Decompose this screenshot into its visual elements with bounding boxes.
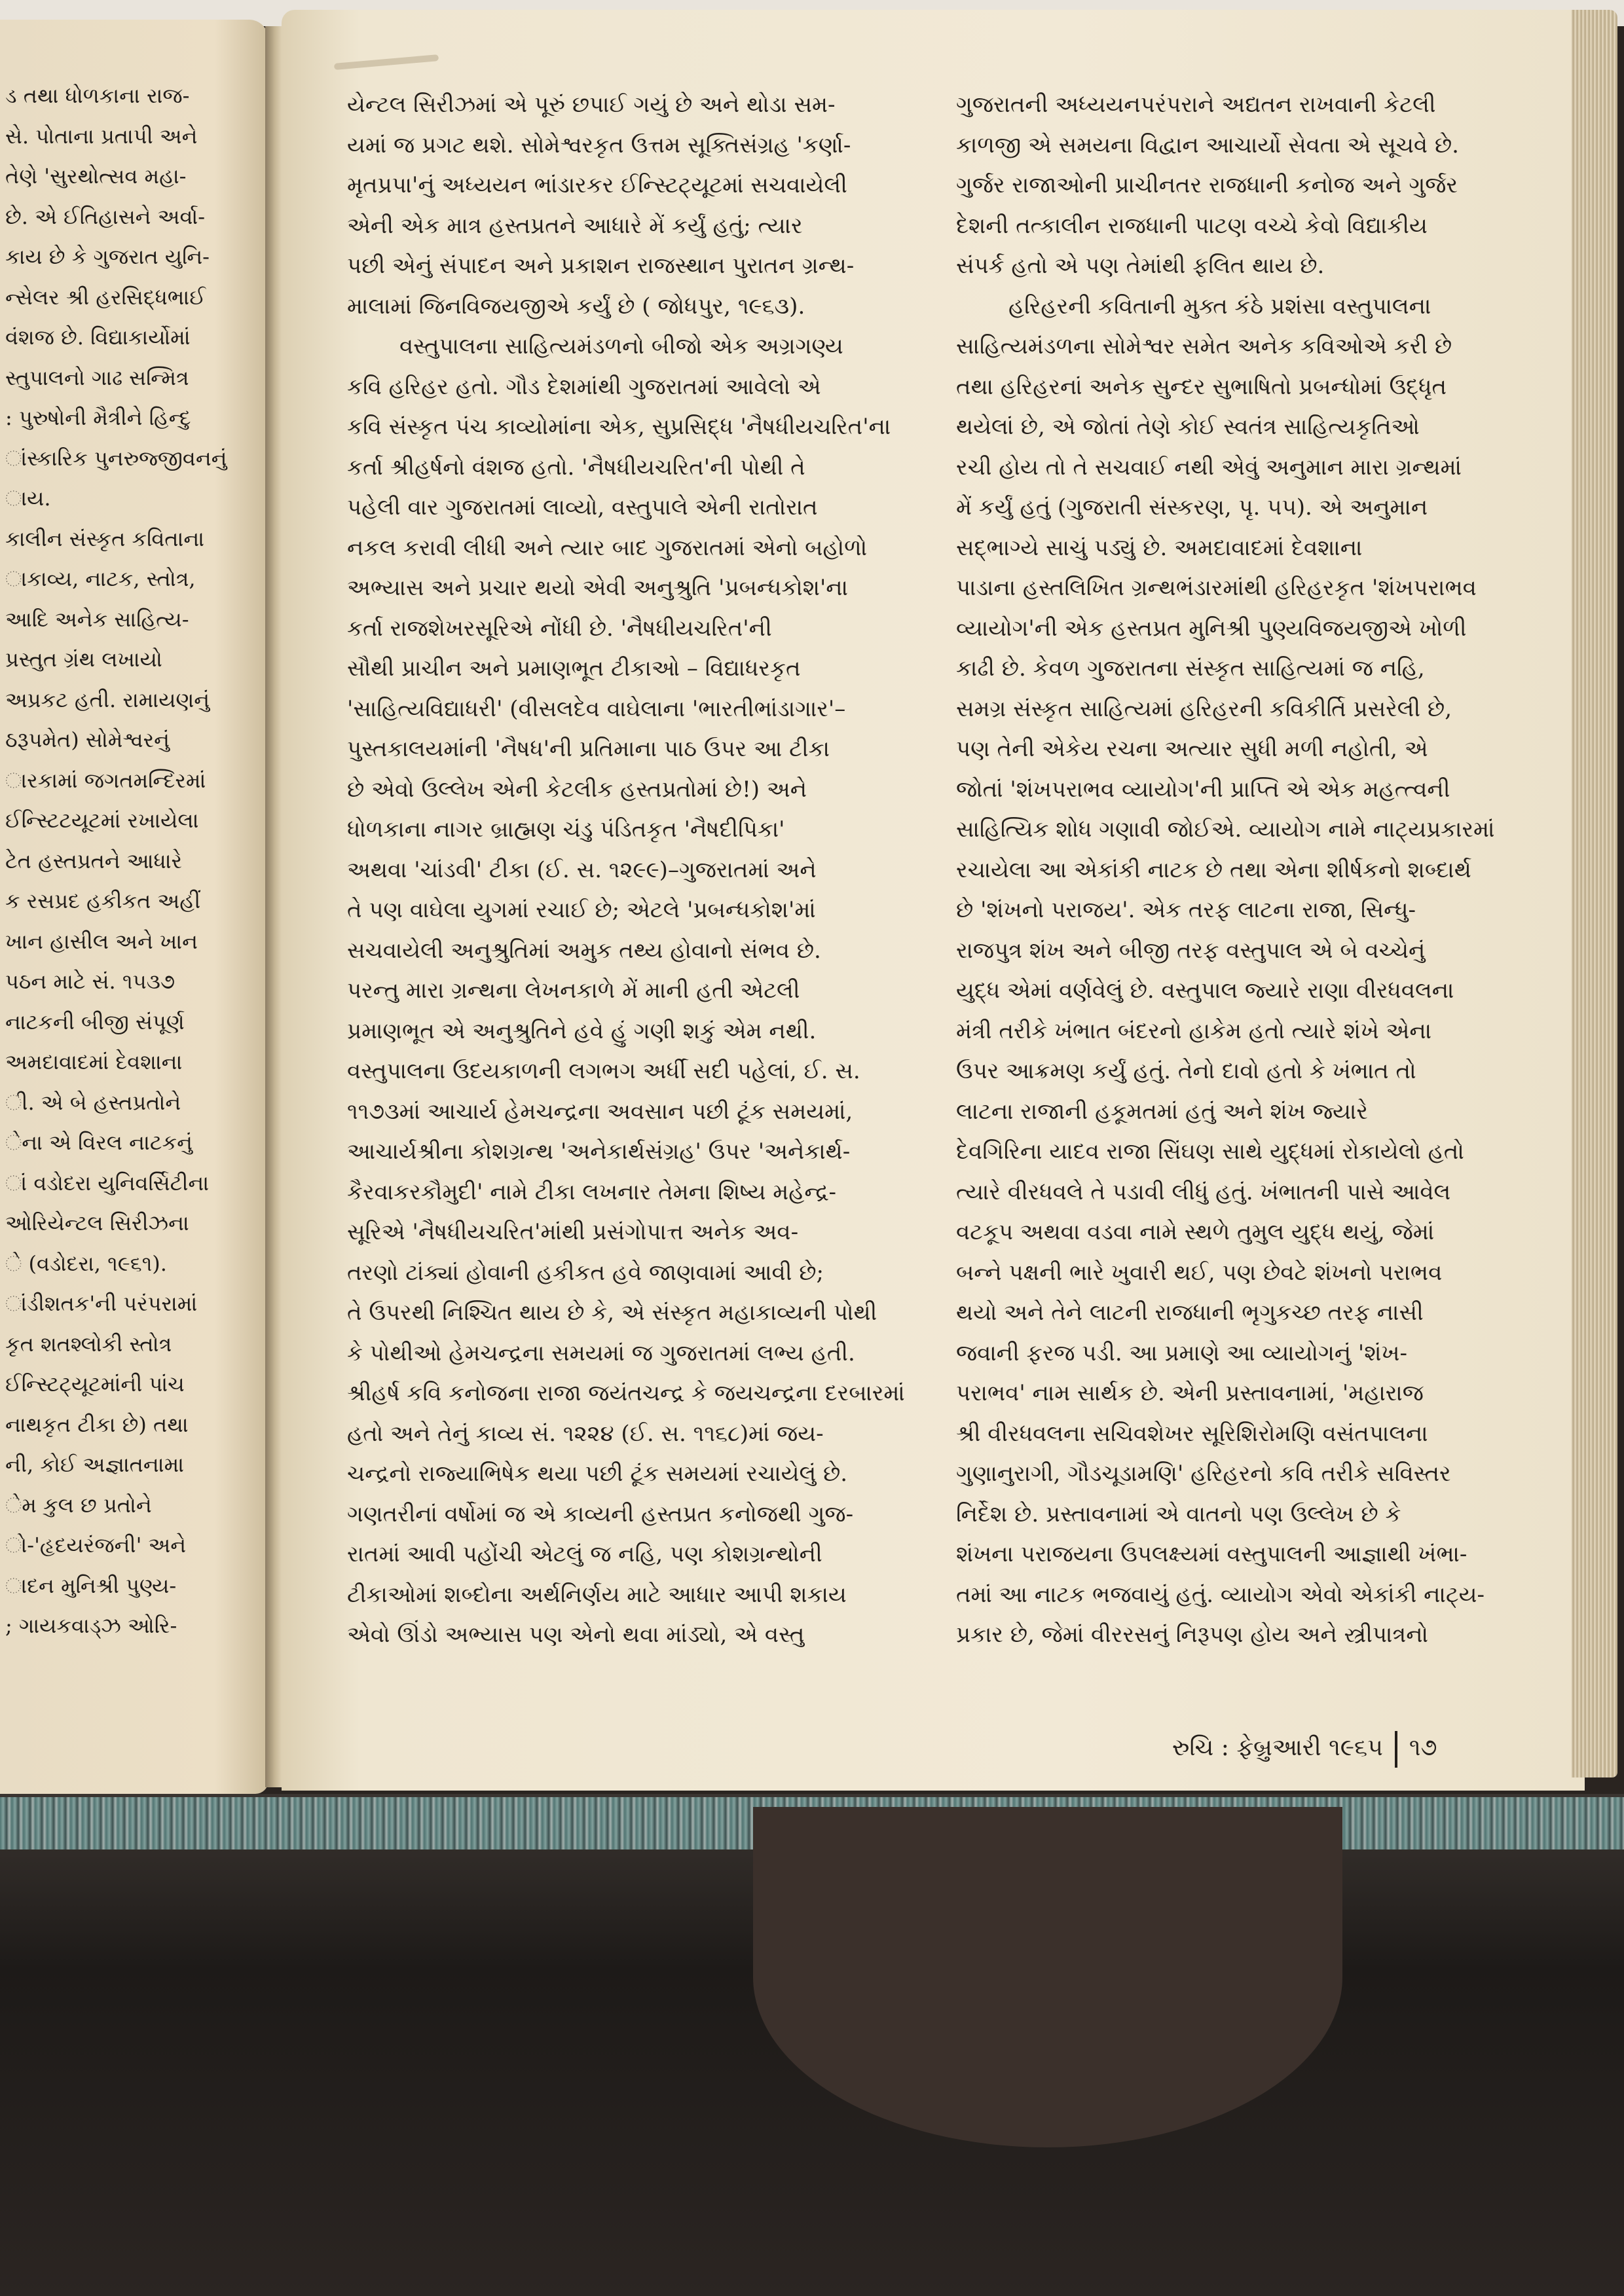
text-line: લાટના રાજાની હકૂમતમાં હતું અને શંખ જ્યારે [956,1098,1368,1125]
text-line: હરિહરની કવિતાની મુક્ત કંઠે પ્રશંસા વસ્તુપાલના [1008,293,1431,319]
left-page [0,20,268,1794]
text-line: નિર્દેશ છે. પ્રસ્તાવનામાં એ વાતનો પણ ઉલ્લેખ છે કે [956,1501,1401,1527]
text-line: ગુજરાતની અધ્યયનપરંપરાને અદ્યતન રાખવાની કેટલી [956,92,1436,118]
page-edges [1572,10,1617,1777]
text-line: સાહિત્યમંડળના સોમેશ્વર સમેત અનેક કવિઓએ કરી છે [956,333,1452,359]
left-page-line: વંશજ છે. વિદ્યાકાર્યોમાં [5,325,191,350]
left-page-line: ી. એ બે હસ્તપ્રતોને [5,1089,181,1115]
text-line: તથા હરિહરનાં અનેક સુન્દર સુભાષિતો પ્રબન્ધોમાં ઉદ્ધૃત [956,373,1447,400]
text-line: મેં કર્યું હતું (ગુજરાતી સંસ્કરણ, પૃ. ૫૫). એ અનુમાન [956,494,1428,520]
text-line: અથવા 'ચાંડવી' ટીકા (ઈ. સ. ૧૨૯૯)–ગુજરાતમાં અને [347,856,817,883]
text-line: દેવગિરિના યાદવ રાજા સિંઘણ સાથે યુદ્ધમાં રોકાયેલો હતો [956,1139,1464,1165]
text-line: ટીકાઓમાં શબ્દોના અર્થનિર્ણય માટે આધાર આપી શકાય [347,1581,847,1608]
left-page-line: ઈન્સ્ટિટયૂટમાં રખાયેલા [5,808,199,833]
left-page-line: નાટકની બીજી સંપૂર્ણ [5,1009,185,1034]
text-line: કવિ સંસ્કૃત પંચ કાવ્યોમાંના એક, સુપ્રસિદ્ધ 'નૈષધીયચરિત'ના [347,414,891,440]
text-line: હતો અને તેનું કાવ્ય સં. ૧૨૨૪ (ઈ. સ. ૧૧૬૮)માં જય- [347,1420,824,1447]
text-line: 'સાહિત્યવિદ્યાધરી' (વીસલદેવ વાઘેલાના 'ભારતીભાંડાગાર'– [347,695,846,722]
left-page-line: ટેત હસ્તપ્રતને આધારે [5,848,183,873]
left-page-line: અમદાવાદમાં દેવશાના [5,1049,183,1074]
text-line: શ્રી વીરધવલના સચિવશેખર સૂરિશિરોમણિ વસંતપાલના [956,1420,1428,1447]
text-line: સદ્ભાગ્યે સાચું પડ્યું છે. અમદાવાદમાં દેવશાના [956,534,1363,561]
left-page-line: ાંડીશતક'ની પરંપરામાં [5,1291,198,1316]
text-line: ત્યારે વીરધવલે તે પડાવી લીધું હતું. ખંભાતની પાસે આવેલ [956,1178,1451,1205]
text-line: વ્યાયોગ'ની એક હસ્તપ્રત મુનિશ્રી પુણ્યવિજયજીએ ખોળી [956,615,1467,642]
text-line: કવિ હરિહર હતો. ગૌડ દેશમાંથી ગુજરાતમાં આવેલો એ [347,373,821,400]
left-page-line: ઠરૂપમેત) સોમેશ્વરનું [5,727,170,752]
left-page-line: ેના એ વિરલ નાટકનું [5,1130,193,1155]
text-line: નકલ કરાવી લીધી અને ત્યાર બાદ ગુજરાતમાં એનો બહોળો [347,534,868,561]
text-line: વટકૂપ અથવા વડવા નામે સ્થળે તુમુલ યુદ્ધ થયું, જેમાં [956,1219,1435,1245]
text-line: કે પોથીઓ હેમચન્દ્રના સમયમાં જ ગુજરાતમાં લભ્ય હતી. [347,1339,855,1366]
text-line: સચવાયેલી અનુશ્રુતિમાં અમુક તથ્ય હોવાનો સંભવ છે. [347,937,821,964]
text-line: પ્રમાણભૂત એ અનુશ્રુતિને હવે હું ગણી શકું એમ નથી. [347,1017,817,1044]
text-line: ધોળકાના નાગર બ્રાહ્મણ ચંડુ પંડિતકૃત 'નૈષદીપિકા' [347,816,785,843]
page-number: ૧૭ [1409,1734,1437,1761]
text-line: સૌથી પ્રાચીન અને પ્રમાણભૂત ટીકાઓ – વિદ્યાધરકૃત [347,655,801,682]
text-line: પરાભવ' નામ સાર્થક છે. એની પ્રસ્તાવનામાં, 'મહારાજ [956,1380,1424,1406]
left-page-line: ની, કોઈ અજ્ઞાતનામા [5,1452,185,1477]
text-line: તમાં આ નાટક ભજવાયું હતું. વ્યાયોગ એવો એકાંકી નાટ્ય- [956,1581,1485,1608]
left-page-line: ાય. [5,486,51,511]
text-line: જવાની ફરજ પડી. આ પ્રમાણે આ વ્યાયોગનું 'શંખ- [956,1339,1407,1366]
text-line: યમાં જ પ્રગટ થશે. સોમેશ્વરકૃત ઉત્તમ સૂક્તિસંગ્રહ 'કર્ણા- [347,132,851,158]
left-page-line: ન્સેલર શ્રી હરસિદ્ધભાઈ [5,284,206,310]
text-line: પ્રકાર છે, જેમાં વીરરસનું નિરૂપણ હોય અને સ્ત્રીપાત્રનો [956,1622,1429,1648]
text-line: સાહિત્યિક શોધ ગણાવી જોઈએ. વ્યાયોગ નામે નાટ્યપ્રકારમાં [956,816,1495,843]
left-page-line: પઠન માટે સં. ૧૫૩૭ [5,969,175,994]
text-line: તે પણ વાઘેલા યુગમાં રચાઈ છે; એટલે 'પ્રબન્ધકોશ'માં [347,897,816,923]
text-line: દેશની તત્કાલીન રાજધાની પાટણ વચ્ચે કેવો વિદ્યાકીય [956,212,1428,239]
text-line: સૂરિએ 'નૈષધીયચરિત'માંથી પ્રસંગોપાત્ત અનેક અવ- [347,1219,799,1245]
text-line: પણ તેની એકેય રચના અત્યાર સુધી મળી નહોતી, એ [956,736,1428,762]
left-page-line: ાકાવ્ય, નાટક, સ્તોત્ર, [5,566,196,591]
text-line: કાળજી એ સમયના વિદ્વાન આચાર્યો સેવતા એ સૂચવે છે. [956,132,1459,158]
left-page-line: છે. એ ઈતિહાસને અર્વા- [5,204,206,229]
text-line: માલામાં જિનવિજયજીએ કર્યું છે ( જોધપુર, ૧૯૬૩). [347,293,805,319]
left-page-line: : પુરુષોની મૈત્રીને હિન્દુ [5,405,191,430]
left-page-line: ાં વડોદરા યુનિવર્સિટીના [5,1170,210,1195]
left-page-line: ઓરિયેન્ટલ સિરીઝના [5,1211,189,1235]
text-line: છે 'શંખનો પરાજય'. એક તરફ લાટના રાજા, સિન્ધુ- [956,897,1416,923]
text-line: શંખના પરાજયના ઉપલક્ષ્યમાં વસ્તુપાલની આજ્ઞાથી ખંભા- [956,1541,1467,1567]
left-page-line: કાય છે કે ગુજરાત યુનિ- [5,244,210,269]
text-line: ગુણાનુરાગી, ગૌડચૂડામણિ' હરિહરનો કવિ તરીકે સવિસ્તર [956,1461,1451,1487]
left-page-line: અપ્રકટ હતી. રામાયણનું [5,687,210,712]
text-line: રચી હોય તો તે સચવાઈ નથી એવું અનુમાન મારા ગ્રન્થમાં [956,454,1462,481]
text-line: કર્તા શ્રીહર્ષનો વંશજ હતો. 'નૈષધીયચરિત'ની પોથી તે [347,454,805,481]
left-page-line: ; ગાયકવાડ્ઝ ઓરિ- [5,1613,177,1638]
text-line: ૧૧૭૩માં આચાર્ય હેમચન્દ્રના અવસાન પછી ટૂંક સમયમાં, [347,1098,853,1125]
left-page-line: ડ તથા ધોળકાના રાજ- [5,83,190,108]
text-line: આચાર્યશ્રીના કોશગ્રન્થ 'અનેકાર્થસંગ્રહ' ઉપર 'અનેકાર્થ- [347,1139,851,1165]
text-line: શ્રીહર્ષ કવિ કનોજના રાજા જયંતચન્દ્ર કે જયચન્દ્રના દરબારમાં [347,1380,905,1406]
text-line: પછી એનું સંપાદન અને પ્રકાશન રાજસ્થાન પુરાતન ગ્રન્થ- [347,253,855,279]
text-line: થયેલાં છે, એ જોતાં તેણે કોઈ સ્વતંત્ર સાહિત્યકૃતિઓ [956,414,1420,440]
left-page-line: સે. પોતાના પ્રતાપી અને [5,123,198,149]
text-line: અભ્યાસ અને પ્રચાર થયો એવી અનુશ્રુતિ 'પ્રબન્ધકોશ'ના [347,575,848,601]
page-footer [1172,1728,1437,1768]
text-line: વસ્તુપાલના સાહિત્યમંડળનો બીજો એક અગ્રગણ્ય [399,333,843,359]
text-line: પુસ્તકાલયમાંની 'નૈષધ'ની પ્રતિમાના પાઠ ઉપર આ ટીકા [347,736,830,762]
text-line: છે એવો ઉલ્લેખ એની કેટલીક હસ્તપ્રતોમાં છે!) અને [347,776,807,803]
left-page-line: ખાન હાસીલ અને ખાન [5,928,198,954]
text-line: વસ્તુપાલના ઉદયકાળની લગભગ અર્ધી સદી પહેલાં, ઈ. સ. [347,1058,860,1084]
left-page-line: ેમ કુલ છ પ્રતોને [5,1492,152,1518]
footer-source: રુચિ : ફેબ્રુઆરી ૧૯૬૫ [1172,1734,1383,1761]
text-line: એવો ઊંડો અભ્યાસ પણ એનો થવા માંડ્યો, એ વસ્તુ [347,1622,805,1648]
text-line: કર્તા રાજશેખરસૂરિએ નોંધી છે. 'નૈષધીયચરિત'ની [347,615,772,642]
text-line: કૈરવાકરકૌમુદી' નામે ટીકા લખનાર તેમના શિષ્ય મહેન્દ્ર- [347,1178,837,1205]
text-line: કાઢી છે. કેવળ ગુજરાતના સંસ્કૃત સાહિત્યમાં જ નહિ, [956,655,1425,682]
left-page-line: નાથકૃત ટીકા છે) તથા [5,1412,189,1437]
text-line: પહેલી વાર ગુજરાતમાં લાવ્યો, વસ્તુપાલે એની રાતોરાત [347,494,818,520]
left-page-line: ઈન્સ્ટિટ્યૂટમાંની પાંચ [5,1372,185,1396]
left-page-line: ો-'હૃદયરંજની' અને [5,1533,187,1558]
left-page-line: પ્રસ્તુત ગ્રંથ લખાયો [5,647,162,672]
hand-shadow [753,1807,1342,2147]
text-line: બન્ને પક્ષની ભારે ખુવારી થઈ, પણ છેવટે શંખનો પરાભવ [956,1259,1443,1286]
text-line: રચાયેલા આ એકાંકી નાટક છે તથા એના શીર્ષકનો શબ્દાર્થ [956,856,1471,883]
left-page-line: તેણે 'સુરથોત્સવ મહા- [5,164,187,189]
text-line: જોતાં 'શંખપરાભવ વ્યાયોગ'ની પ્રાપ્તિ એ એક મહત્ત્વની [956,776,1450,803]
footer-separator [1395,1731,1397,1768]
text-line: સંપર્ક હતો એ પણ તેમાંથી ફલિત થાય છે. [956,253,1325,279]
text-line: ગુર્જર રાજાઓની પ્રાચીનતર રાજધાની કનોજ અને ગુર્જર [956,172,1458,198]
text-line: થયો અને તેને લાટની રાજધાની ભૃગુકચ્છ તરફ નાસી [956,1300,1424,1326]
text-line: ચન્દ્રનો રાજ્યાભિષેક થયા પછી ટૂંક સમયમાં રચાયેલું છે. [347,1461,848,1487]
left-page-line: ારકામાં જગતમન્દિરમાં [5,767,206,793]
text-line: એની એક માત્ર હસ્તપ્રતને આધારે મેં કર્યું હતું; ત્યાર [347,212,803,239]
text-line: પરન્તુ મારા ગ્રન્થના લેખનકાળે મેં માની હતી એટલી [347,977,800,1004]
left-page-line: ક રસપ્રદ હકીકત અહીં [5,888,201,913]
text-line: મંત્રી તરીકે ખંભાત બંદરનો હાકેમ હતો ત્યારે શંખે એના [956,1017,1432,1044]
text-line: ઉપર આક્રમણ કર્યું હતું. તેનો દાવો હતો કે ખંભાત તો [956,1058,1416,1084]
text-line: મૃતપ્રપા'નું અધ્યયન ભાંડારકર ઈન્સ્ટિટ્યૂટમાં સચવાયેલી [347,172,847,198]
left-page-line: ાદન મુનિશ્રી પુણ્ય- [5,1573,177,1598]
text-line: ગણતરીનાં વર્ષોમાં જ એ કાવ્યની હસ્તપ્રત કનોજથી ગુજ- [347,1501,854,1527]
text-column-right [956,85,1519,1656]
text-line: યુદ્ધ એમાં વર્ણવેલું છે. વસ્તુપાલ જ્યારે રાણા વીરધવલના [956,977,1454,1004]
text-line: યેન્ટલ સિરીઝમાં એ પૂરું છપાઈ ગયું છે અને થોડા સમ- [347,92,836,118]
left-page-line: ાંસ્કારિક પુનરુજ્જીવનનું [5,445,227,471]
text-line: તરણો ટાંક્યાં હોવાની હકીકત હવે જાણવામાં આવી છે; [347,1259,824,1286]
text-line: રાજપુત્ર શંખ અને બીજી તરફ વસ્તુપાલ એ બે વચ્ચેનું [956,937,1426,964]
text-line: તે ઉપરથી નિશ્ચિત થાય છે કે, એ સંસ્કૃત મહાકાવ્યની પોથી [347,1300,877,1326]
text-column-left [347,85,910,1656]
left-page-line: ે (વડોદરા, ૧૯૬૧). [5,1250,167,1276]
left-page-line: આદિ અનેક સાહિત્ય- [5,606,189,632]
left-page-line: કાલીન સંસ્કૃત કવિતાના [5,526,205,551]
left-page-line: સ્તુપાલનો ગાઢ સન્મિત્ર [5,365,189,390]
left-page-line: કૃત શતશ્લોકી સ્તોત્ર [5,1331,172,1357]
text-line: સમગ્ર સંસ્કૃત સાહિત્યમાં હરિહરની કવિકીર્તિ પ્રસરેલી છે, [956,695,1452,722]
text-line: પાડાના હસ્તલિખિત ગ્રન્થભંડારમાંથી હરિહરકૃત 'શંખપરાભવ [956,575,1477,601]
text-line: રાતમાં આવી પહોંચી એટલું જ નહિ, પણ કોશગ્રન્થોની [347,1541,822,1567]
